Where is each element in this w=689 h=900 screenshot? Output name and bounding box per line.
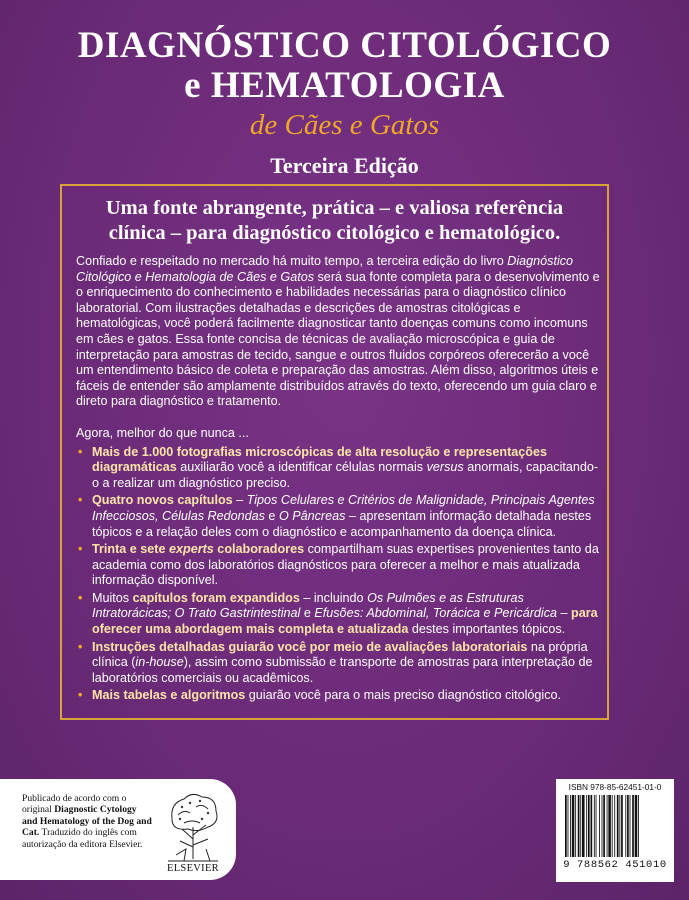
barcode-bar bbox=[568, 795, 569, 857]
barcode-panel bbox=[556, 779, 674, 882]
intro-text-cont: será sua fonte completa para o desenvolvimento e o enriquecimento do conhecimento e habilidades necessárias para o diagnóstico clínico laboratorial. Com ilustrações detalhadas e descrições de amostras citológicas e hematológicas, você poderá facilmente diagnosticar tanto doenças comuns como incomuns em cães e gatos. Essa fonte concisa de técnicas de avaliação microscópica e guia de interpretação para amostras de tecido, sangue e outros fluidos corpóreos oferecerão a você um entendimento básico de coleta e preparação das amostras. Além disso, algoritmos úteis e fáceis de entender são amplamente distribuídos através do texto, oferecendo um guia claro e direto para diagnóstico e tratamento. bbox=[76, 269, 600, 409]
barcode-bar bbox=[627, 795, 629, 857]
barcode-bar bbox=[602, 795, 603, 857]
barcode-bar bbox=[607, 795, 608, 857]
highlight-text: Quatro novos capítulos bbox=[92, 493, 233, 508]
list-item bbox=[76, 640, 600, 687]
list-item bbox=[76, 542, 600, 589]
italic-text: Os Pulmões e as Estruturas Intratorácicas; O Trato Gastrintestinal bbox=[92, 590, 524, 621]
barcode-bar bbox=[580, 795, 581, 857]
isbn-label: ISBN 978-85-62451-01-0 bbox=[568, 782, 662, 792]
barcode-icon bbox=[564, 795, 668, 857]
barcode-bar bbox=[570, 795, 571, 857]
body-text: compartilham suas expertises provenientes tanto da academia como dos laboratórios diagnósticos para oferecer a melhor e mais atualizada informação disponível. bbox=[92, 542, 599, 588]
publisher-text: Publicado de acordo com o original bbox=[22, 793, 127, 816]
publisher-note bbox=[22, 793, 154, 850]
barcode-bar bbox=[608, 795, 611, 857]
barcode-bar bbox=[635, 795, 638, 857]
body-text: ), assim como submissão e transporte de amostras para interpretação de laboratórios comerciais ou acadêmicos. bbox=[92, 655, 593, 685]
barcode-bar bbox=[630, 795, 631, 857]
barcode-bar bbox=[596, 795, 597, 857]
barcode-bar bbox=[603, 795, 605, 857]
bullet-icon: • bbox=[78, 444, 83, 459]
highlight-text: Instruções detalhadas guiarão você por meio de avaliações laboratoriais bbox=[92, 639, 528, 654]
barcode-bar bbox=[572, 795, 575, 857]
highlight-text: para oferecer uma abordagem mais completa e atualizada bbox=[92, 606, 598, 637]
cover-header bbox=[0, 26, 689, 180]
publisher-panel bbox=[0, 779, 236, 880]
barcode-bar bbox=[565, 795, 567, 857]
elsevier-tree-logo-icon bbox=[162, 789, 224, 865]
barcode-bar bbox=[591, 795, 593, 857]
feature-list bbox=[76, 445, 600, 705]
italic-text: Tipos Celulares e Critérios de Malignidade, Principais Agentes Infecciosos, Células Redondas bbox=[92, 493, 595, 523]
book-subtitle: de Cães e Gatos bbox=[249, 109, 440, 141]
intro-book-title: Diagnóstico Citológico e Hematologia de Cães e Gatos bbox=[76, 254, 574, 284]
bullet-icon: • bbox=[78, 590, 83, 605]
book-title-line2: e HEMATOLOGIA bbox=[184, 65, 505, 106]
italic-text: Efusões: Abdominal, Torácica e Pericárdica bbox=[314, 606, 558, 621]
barcode-bar bbox=[617, 795, 619, 857]
body-text: destes importantes tópicos. bbox=[408, 622, 566, 637]
lead-line2: clínica – para diagnóstico citológico e hematológico. bbox=[108, 222, 561, 244]
barcode-bar bbox=[588, 795, 590, 857]
barcode-bar bbox=[625, 795, 626, 857]
barcode-bar bbox=[632, 795, 634, 857]
body-text: – apresentam informação detalhada nestes tópicos e a relação deles com o diagnóstico e acompanhamento da doença clínica. bbox=[92, 508, 592, 539]
original-title: Diagnostic Cytology and Hematology of the Dog and Cat. bbox=[22, 804, 152, 839]
intro-now: Agora, melhor do que nunca ... bbox=[76, 425, 249, 440]
italic-text: in-house bbox=[135, 655, 184, 670]
lead-line1: Uma fonte abrangente, prática – e valiosa referência bbox=[105, 197, 564, 219]
barcode-bar bbox=[612, 795, 613, 857]
body-text: guiarão você para o mais preciso diagnóstico citológico. bbox=[245, 688, 561, 703]
italic-text: O Pâncreas bbox=[278, 508, 346, 523]
barcode-bar bbox=[599, 795, 600, 857]
publisher-text: Traduzido do inglês com autorização da editora Elsevier. bbox=[22, 827, 143, 850]
barcode-bar bbox=[594, 795, 595, 857]
body-text: auxiliarão você a identificar células normais bbox=[176, 460, 427, 475]
body-text: – bbox=[557, 606, 572, 621]
description-body bbox=[76, 254, 600, 706]
body-text: e bbox=[264, 508, 279, 523]
book-title-line1: DIAGNÓSTICO CITOLÓGICO bbox=[77, 25, 612, 66]
barcode-digits: 9 788562 451010 bbox=[563, 859, 667, 871]
bullet-icon: • bbox=[78, 542, 83, 557]
body-text: – incluindo bbox=[299, 590, 368, 605]
highlight-italic-text: experts bbox=[169, 542, 214, 557]
body-text: Muitos bbox=[92, 590, 133, 605]
elsevier-wordmark: ELSEVIER bbox=[167, 863, 219, 874]
list-item bbox=[76, 688, 600, 704]
body-text: – bbox=[232, 493, 247, 508]
list-item bbox=[76, 493, 600, 540]
barcode-bar bbox=[582, 795, 585, 857]
barcode-bar bbox=[575, 795, 576, 857]
barcode-bar bbox=[578, 795, 580, 857]
highlight-text: capítulos foram expandidos bbox=[132, 590, 300, 605]
body-text: na própria clínica ( bbox=[92, 639, 588, 670]
lead-tagline bbox=[60, 196, 609, 246]
body-text: anormais, capacitando-o a realizar um diagnóstico preciso. bbox=[92, 460, 599, 490]
intro-text: Confiado e respeitado no mercado há muito tempo, a terceira edição do livro bbox=[76, 254, 508, 268]
intro-paragraph bbox=[76, 254, 600, 410]
bullet-icon: • bbox=[78, 688, 83, 703]
highlight-text: Trinta e sete bbox=[92, 542, 169, 557]
barcode-bar bbox=[621, 795, 623, 857]
barcode-bar bbox=[638, 795, 639, 857]
bullet-icon: • bbox=[78, 639, 83, 654]
barcode-bar bbox=[614, 795, 615, 857]
edition-label: Terceira Edição bbox=[270, 153, 419, 178]
bullet-icon: • bbox=[78, 493, 83, 508]
list-item bbox=[76, 445, 600, 492]
highlight-text: Mais de 1.000 fotografias microscópicas de alta resolução e representações diagramáticas bbox=[92, 444, 547, 475]
highlight-text: colaboradores bbox=[213, 542, 305, 557]
italic-text: versus bbox=[426, 460, 464, 475]
barcode-bar bbox=[586, 795, 587, 857]
body-text: e bbox=[300, 606, 315, 621]
highlight-text: Mais tabelas e algoritmos bbox=[92, 688, 246, 703]
list-item bbox=[76, 591, 600, 638]
barcode-bar bbox=[619, 795, 620, 857]
